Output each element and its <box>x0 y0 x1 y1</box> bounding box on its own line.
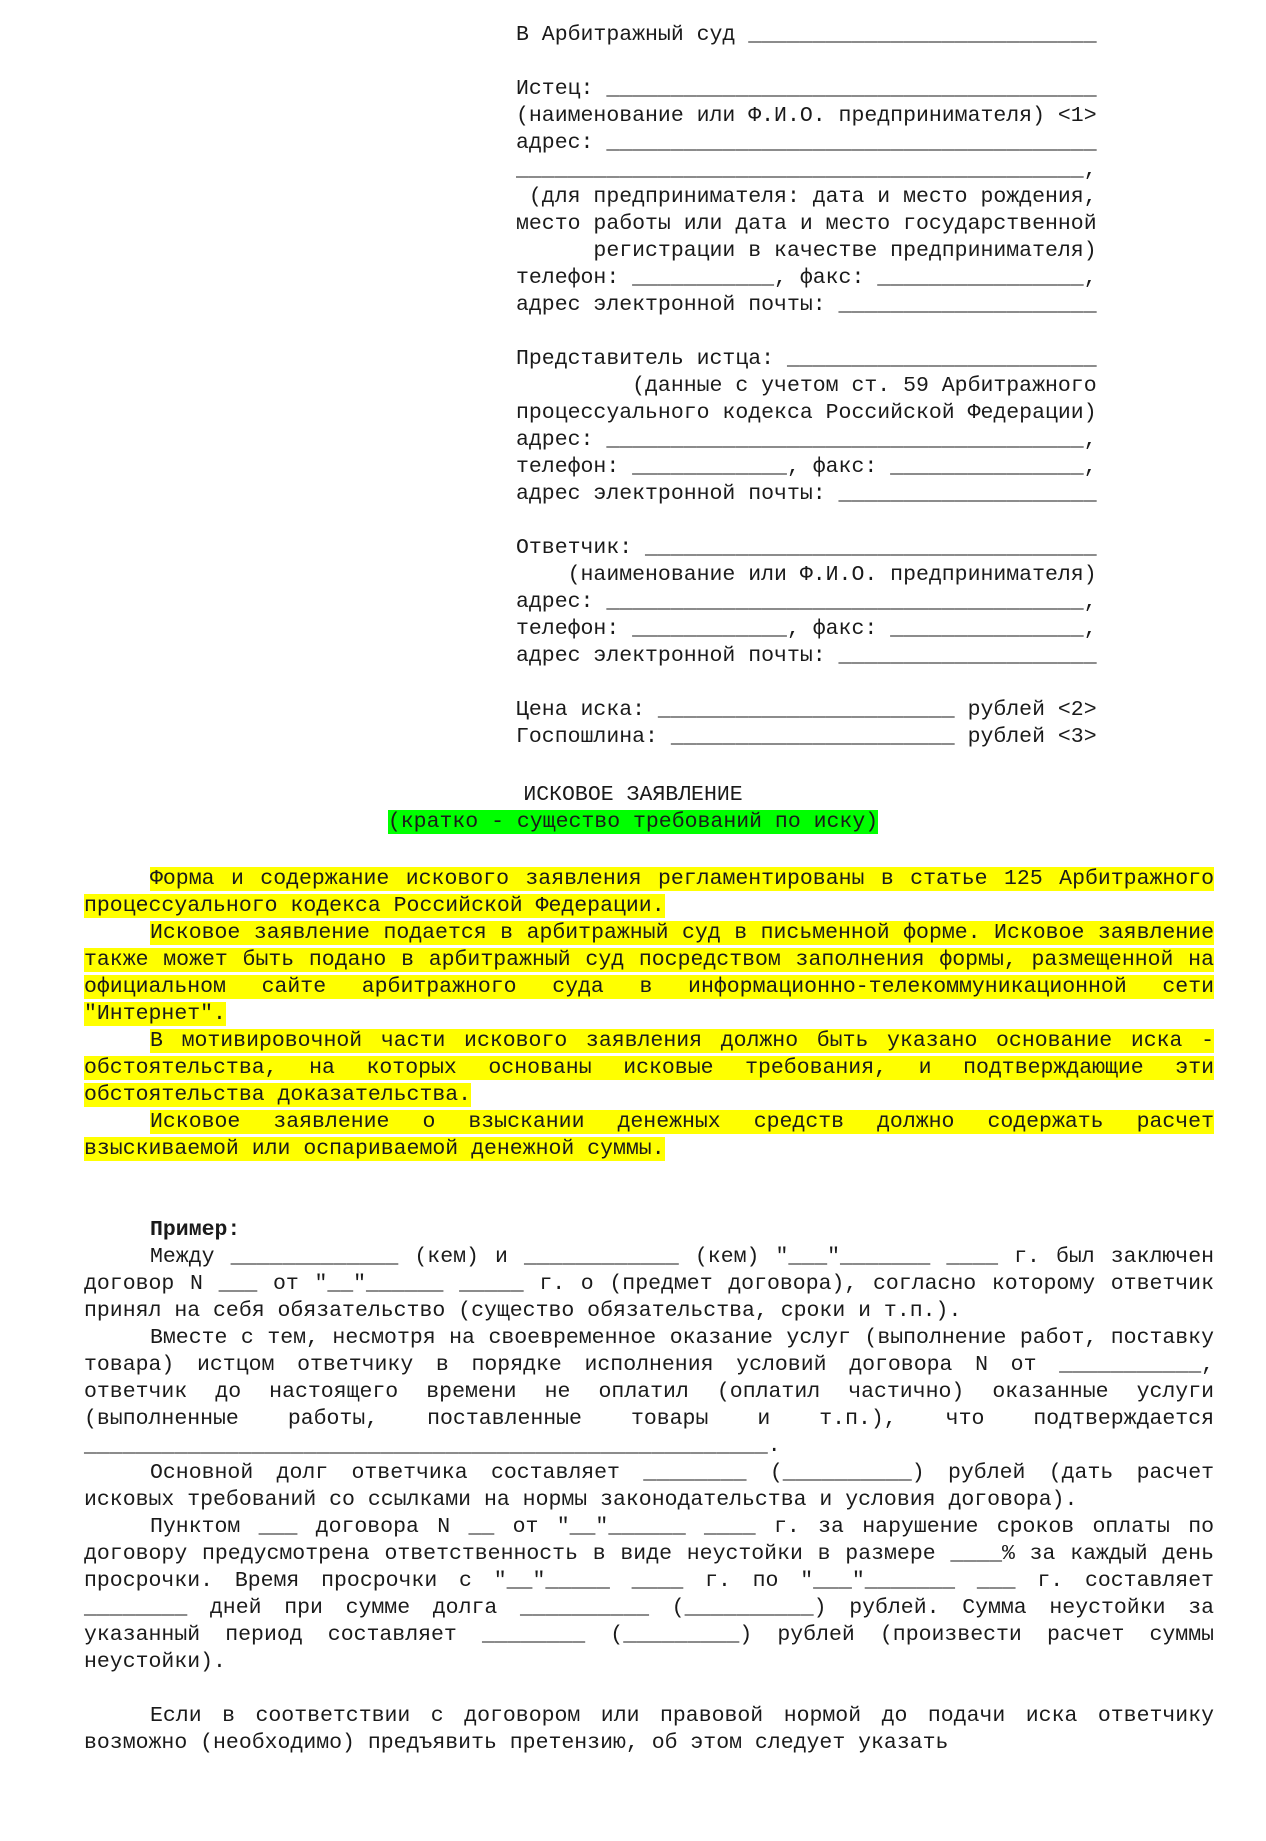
header-line: адрес: _____________________________________, <box>516 590 1097 614</box>
claim-summary-placeholder: (кратко - существо требований по иску) <box>387 810 879 834</box>
example-paragraph: Основной долг ответчика составляет ________ (__________) рублей (дать расчет исковых требований со ссылками на нормы законодательства и условия договора). <box>84 1461 1214 1512</box>
instruction-paragraph: Форма и содержание искового заявления регламентированы в статье 125 Арбитражного процессуального кодекса Российской Федерации. <box>84 867 1214 918</box>
header-line: Ответчик: ___________________________________ <box>516 536 1097 560</box>
header-line: место работы или дата и место государственной <box>516 212 1097 236</box>
header-line: процессуального кодекса Российской Федерации) <box>516 401 1097 425</box>
header-line: (для предпринимателя: дата и место рождения, <box>516 185 1097 209</box>
example-paragraph: Между _____________ (кем) и ____________ (кем) "___"_______ ____ г. был заключен договор N ___ от "__"______ _____ г. о (предмет договора), согласно которому ответчик принял на себя обязательство (существо обязательства, сроки и т.п.). <box>84 1245 1214 1323</box>
document-title-block <box>0 782 1266 836</box>
header-line: (наименование или Ф.И.О. предпринимателя) <box>516 563 1097 587</box>
header-line: адрес электронной почты: ____________________ <box>516 293 1097 317</box>
document-body <box>84 866 1214 1757</box>
header-line: Истец: ______________________________________ <box>516 77 1097 101</box>
instruction-paragraph: Исковое заявление подается в арбитражный суд в письменной форме. Исковое заявление также может быть подано в арбитражный суд посредством заполнения формы, размещенной на официальном сайте арбитражного суда в информационно-телекоммуникационной сети "Интернет". <box>84 921 1214 1026</box>
header-line: Цена иска: _______________________ рублей <2> <box>516 698 1097 722</box>
document-title: ИСКОВОЕ ЗАЯВЛЕНИЕ <box>523 783 743 807</box>
header-line: В Арбитражный суд ___________________________ <box>516 23 1097 47</box>
header-line: телефон: ____________, факс: _______________, <box>516 617 1097 641</box>
header-line: адрес электронной почты: ____________________ <box>516 644 1097 668</box>
header-line: Госпошлина: ______________________ рублей <3> <box>516 725 1097 749</box>
header-line: телефон: ____________, факс: _______________, <box>516 455 1097 479</box>
instruction-paragraph: В мотивировочной части искового заявления должно быть указано основание иска - обстоятельства, на которых основаны исковые требования, и подтверждающие эти обстоятельства доказательства. <box>84 1029 1214 1107</box>
header-line: ____________________________________________, <box>516 158 1097 182</box>
instruction-paragraph: Исковое заявление о взыскании денежных средств должно содержать расчет взыскиваемой или оспариваемой денежной суммы. <box>84 1110 1214 1161</box>
header-spacer <box>516 49 1168 76</box>
header-line: адрес: ______________________________________ <box>516 131 1097 155</box>
header-spacer <box>516 319 1168 346</box>
header-spacer <box>516 508 1168 535</box>
header-line: (данные с учетом ст. 59 Арбитражного <box>516 374 1097 398</box>
header-line: (наименование или Ф.И.О. предпринимателя) <1> <box>516 104 1097 128</box>
header-line: регистрации в качестве предпринимателя) <box>516 239 1097 263</box>
header-line: телефон: ___________, факс: ________________, <box>516 266 1097 290</box>
header-line: адрес: _____________________________________, <box>516 428 1097 452</box>
example-paragraph: Вместе с тем, несмотря на своевременное оказание услуг (выполнение работ, поставку товара) истцом ответчику в порядке исполнения условий договора N от ___________, ответчик до настоящего времени не оплатил (оплатил частично) оказанные услуги (выполненные работы, поставленные товары и т.п.), что подтверждается _____________________________________________________. <box>84 1326 1214 1458</box>
addressee-block <box>516 22 1168 751</box>
header-spacer <box>516 670 1168 697</box>
header-line: адрес электронной почты: ____________________ <box>516 482 1097 506</box>
example-heading: Пример: <box>150 1218 241 1242</box>
example-paragraph: Пунктом ___ договора N __ от "__"______ ____ г. за нарушение сроков оплаты по договору предусмотрена ответственность в виде неустойки в размере ____% за каждый день просрочки. Время просрочки с "__"_____ ____ г. по "___"_______ ___ г. составляет ________ дней при сумме долга __________ (__________) рублей. Сумма неустойки за указанный период составляет ________ (_________) рублей (произвести расчет суммы неустойки). <box>84 1515 1214 1674</box>
pretension-paragraph: Если в соответствии с договором или правовой нормой до подачи иска ответчику возможно (необходимо) предъявить претензию, об этом следует указать <box>84 1704 1214 1755</box>
header-line: Представитель истца: ________________________ <box>516 347 1097 371</box>
